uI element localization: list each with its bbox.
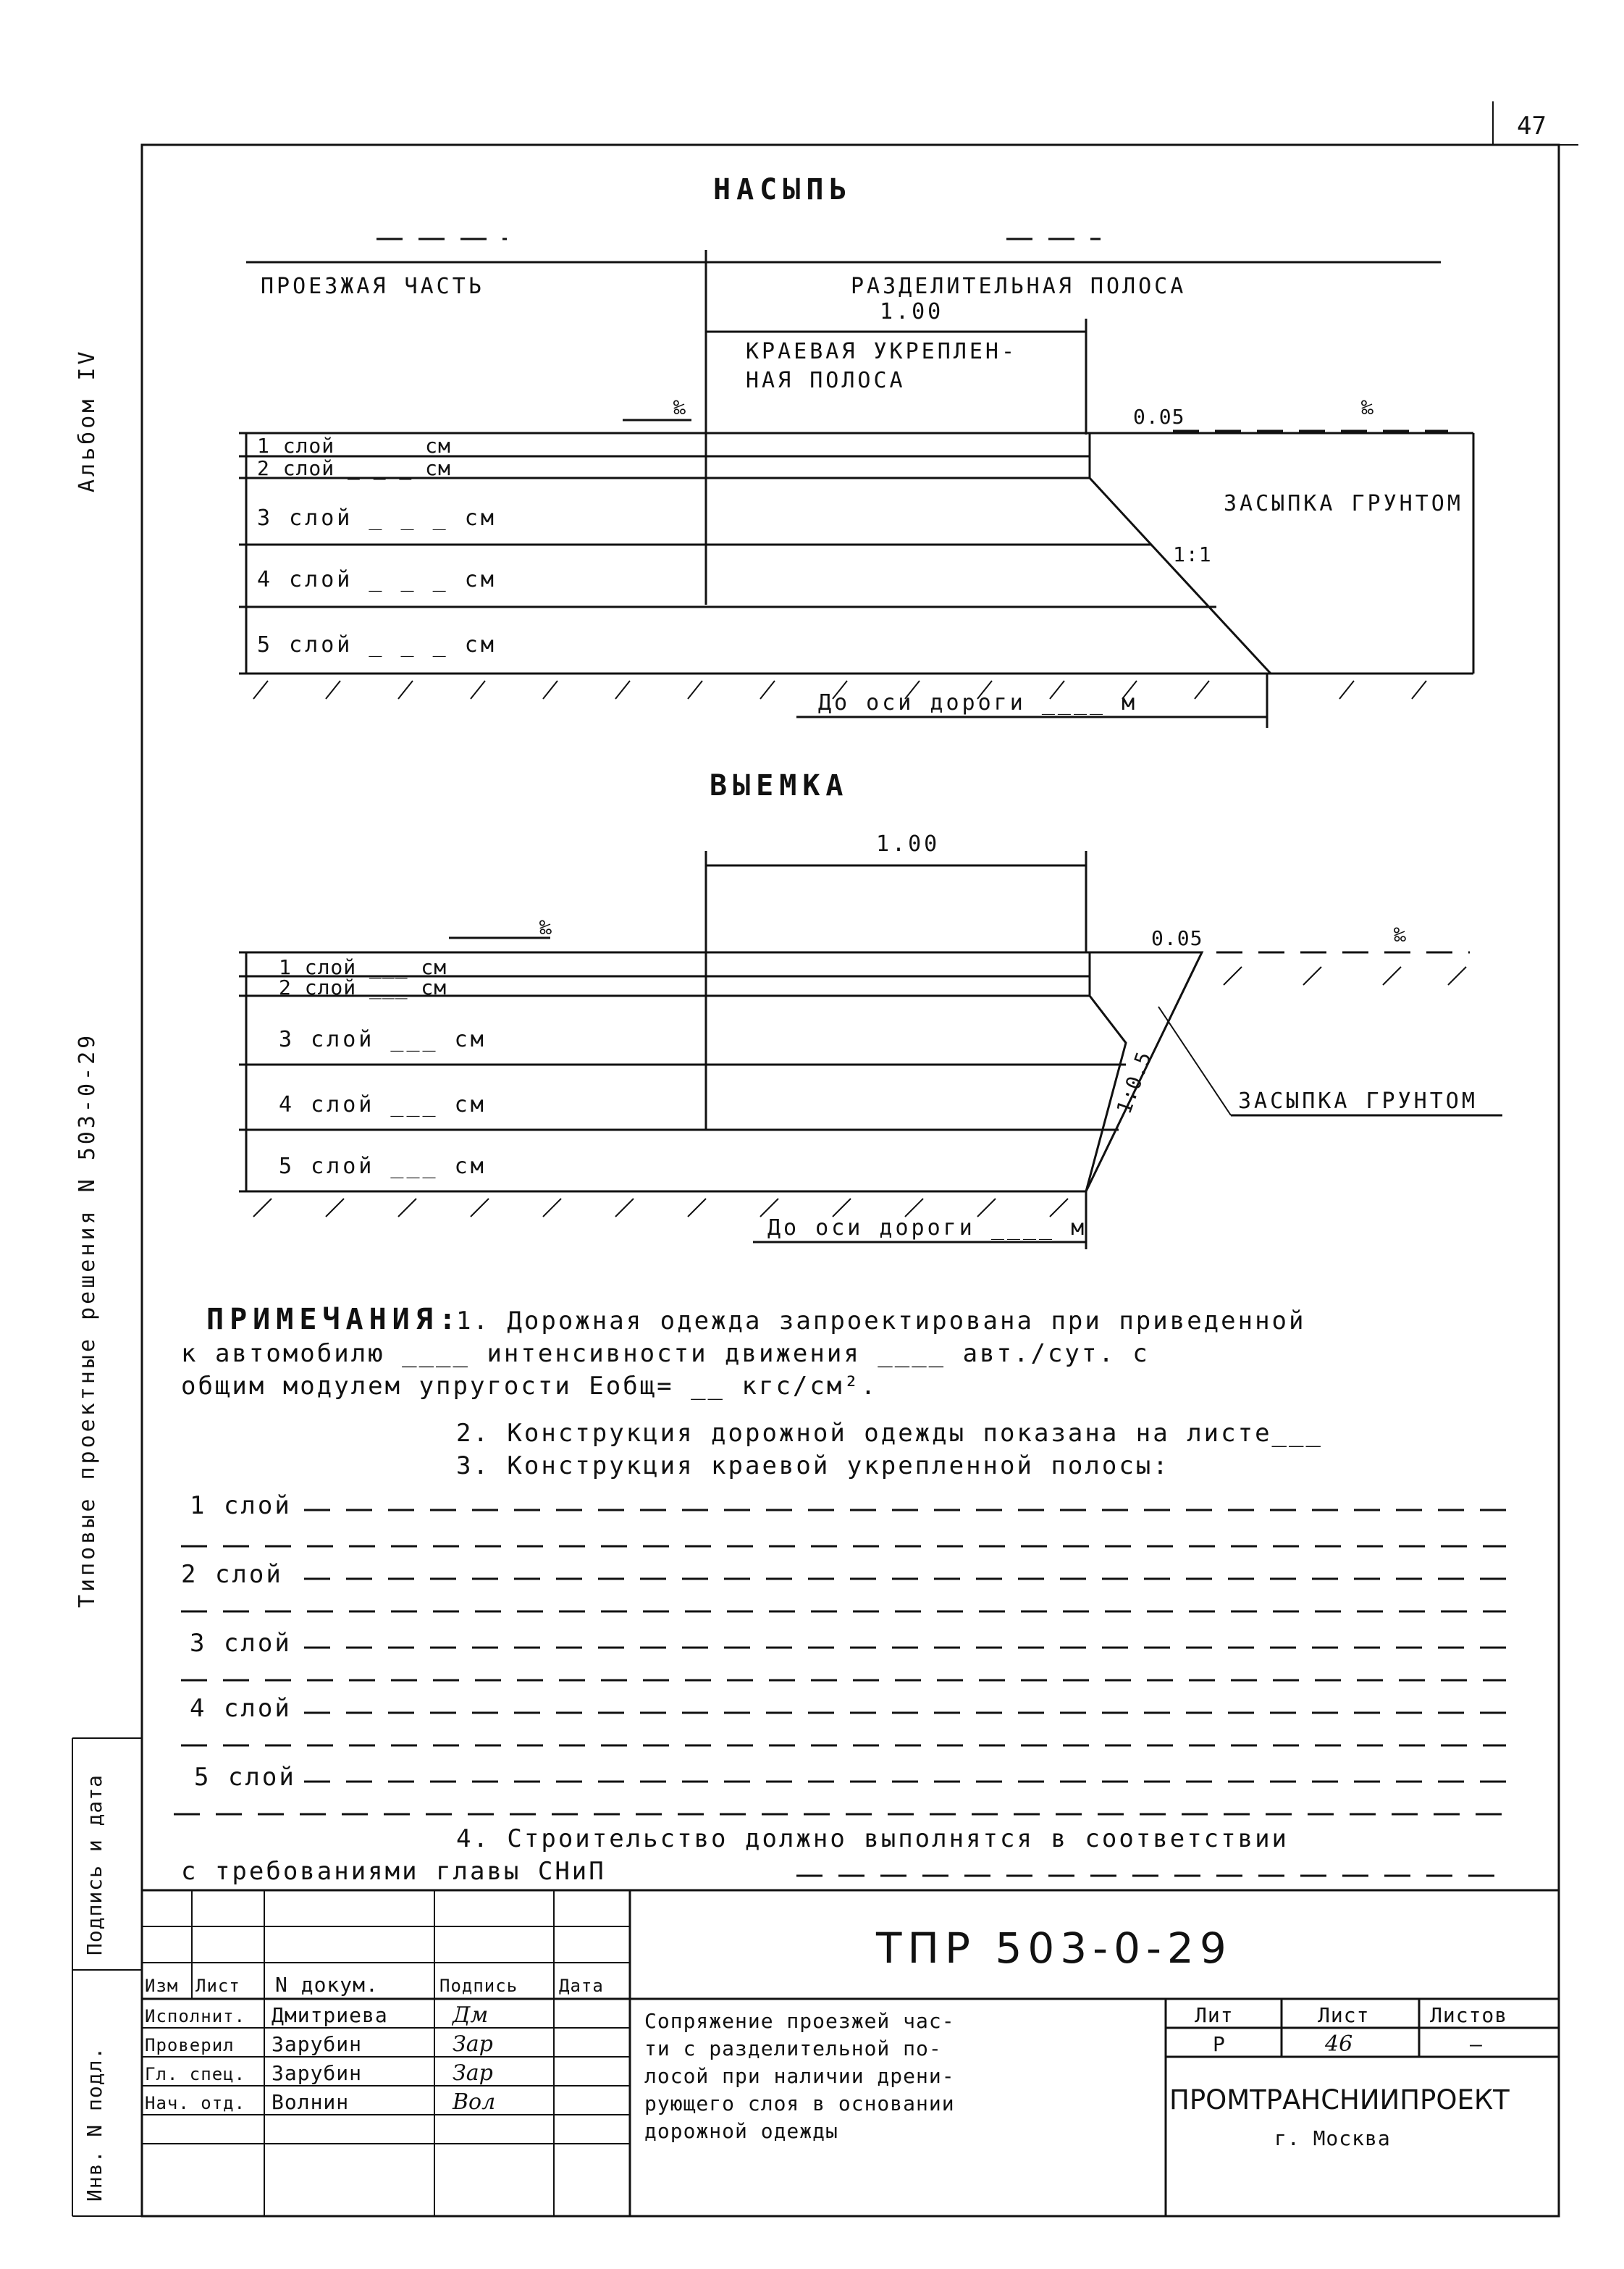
cut-slope-right: ‰ <box>1394 923 1407 947</box>
name-3: Зарубин <box>272 2061 363 2085</box>
cut-layer-5: 5 слой ___ см <box>279 1154 487 1179</box>
hdr-date: Дата <box>559 1976 604 1996</box>
sheet-value: 46 <box>1325 2031 1353 2057</box>
notes-heading: ПРИМЕЧАНИЯ: <box>206 1303 462 1336</box>
role-3: Гл. спец. <box>145 2064 246 2084</box>
note-1c: общим модулем упругости Еобщ= __ кгс/см². <box>181 1372 878 1401</box>
layer-3: 3 слой _ _ _ см <box>257 506 497 531</box>
embankment-section <box>239 173 1473 728</box>
cut-ratio: 1:0.5 <box>1111 1048 1157 1117</box>
org-city: г. Москва <box>1274 2126 1391 2150</box>
notes <box>174 1303 1506 1886</box>
slope-right: ‰ <box>1361 395 1374 419</box>
cut-dim: 1.00 <box>876 831 941 857</box>
layer-4: 4 слой _ _ _ см <box>257 567 497 592</box>
role-2: Проверил <box>145 2035 235 2055</box>
step-label: 0.05 <box>1133 405 1185 429</box>
sheet-label: Лист <box>1318 2003 1370 2027</box>
lit-value: Р <box>1213 2032 1226 2056</box>
corner-number: 47 <box>1517 112 1547 140</box>
layer-5: 5 слой _ _ _ см <box>257 632 497 658</box>
sheets-label: Листов <box>1430 2003 1508 2027</box>
desc-5: дорожной одежды <box>644 2119 838 2143</box>
cut-section <box>239 769 1502 1249</box>
desc-1: Сопряжение проезжей час- <box>644 2009 955 2033</box>
sign-2: Зар <box>453 2031 493 2057</box>
series-label: Типовые проектные решения N 503-0-29 <box>75 1032 100 1608</box>
role-1: Исполнит. <box>145 2006 246 2026</box>
note-1a: 1. Дорожная одежда запроектирована при приведенной <box>456 1307 1306 1335</box>
note-layer-1: 1 слой <box>190 1491 292 1520</box>
ratio-label: 1:1 <box>1173 542 1212 566</box>
slope-left: ‰ <box>673 395 686 419</box>
album-label: Альбом IV <box>75 348 100 492</box>
cut-backfill: ЗАСЫПКА ГРУНТОМ <box>1238 1089 1478 1114</box>
edge-strip-label: КРАЕВАЯ УКРЕПЛЕН- <box>746 339 1018 364</box>
note-2: 2. Конструкция дорожной одежды показана на листе___ <box>456 1419 1323 1448</box>
median-label: РАЗДЕЛИТЕЛЬНАЯ ПОЛОСА <box>851 274 1187 299</box>
sign-1: Дм <box>453 2002 489 2028</box>
corner-stamp <box>1493 101 1578 145</box>
name-1: Дмитриева <box>272 2003 388 2027</box>
note-layer-5: 5 слой <box>194 1763 296 1792</box>
layer-1: 1 слой _ _ _ см <box>257 434 451 458</box>
embankment-dim: 1.00 <box>880 299 944 324</box>
left-stamp-strip <box>72 1738 142 2216</box>
carriageway-label: ПРОЕЗЖАЯ ЧАСТЬ <box>261 274 484 299</box>
cut-step: 0.05 <box>1151 926 1203 950</box>
cut-slope-left: ‰ <box>539 915 552 939</box>
note-layer-2: 2 слой <box>181 1560 283 1589</box>
desc-4: рующего слоя в основании <box>644 2092 955 2115</box>
hdr-izm: Изм <box>145 1976 179 1996</box>
cut-layer-3: 3 слой ___ см <box>279 1027 487 1052</box>
doc-code: ТПР 503-0-29 <box>876 1924 1232 1973</box>
note-layer-4: 4 слой <box>190 1694 292 1723</box>
layer-2: 2 слой _ _ _ см <box>257 456 451 480</box>
inv-label: Инв. N подл. <box>83 2046 106 2202</box>
name-2: Зарубин <box>272 2032 363 2056</box>
cut-layer-2: 2 слой ___ см <box>279 976 447 999</box>
cut-axis: До оси дороги ____ м <box>767 1215 1087 1241</box>
note-4a: 4. Строительство должно выполнятся в соответствии <box>456 1824 1289 1853</box>
note-3: 3. Конструкция краевой укрепленной полосы: <box>456 1451 1170 1480</box>
sign-date-label: Подпись и дата <box>83 1774 106 1955</box>
hdr-doc: N докум. <box>275 1973 379 1997</box>
axis-label: До оси дороги ____ м <box>818 690 1138 716</box>
sign-3: Зар <box>453 2060 493 2086</box>
desc-2: ти с разделительной по- <box>644 2037 942 2060</box>
edge-strip-label2: НАЯ ПОЛОСА <box>746 368 906 393</box>
cut-layer-4: 4 слой ___ см <box>279 1092 487 1117</box>
sheets-value: — <box>1470 2032 1483 2056</box>
desc-3: лосой при наличии дрени- <box>644 2064 955 2088</box>
cut-layer-1: 1 слой ___ см <box>279 955 447 979</box>
embankment-title: НАСЫПЬ <box>713 173 853 206</box>
note-1b: к автомобилю ____ интенсивности движения ____ авт./сут. с <box>181 1339 1150 1368</box>
lit-label: Лит <box>1195 2003 1234 2027</box>
role-4: Нач. отд. <box>145 2093 246 2113</box>
name-4: Волнин <box>272 2090 350 2114</box>
title-block <box>142 1890 1559 2216</box>
sign-4: Вол <box>453 2089 496 2115</box>
backfill-label: ЗАСЫПКА ГРУНТОМ <box>1224 491 1463 516</box>
hdr-sign: Подпись <box>439 1976 518 1996</box>
note-layer-3: 3 слой <box>190 1629 292 1658</box>
org-name: ПРОМТРАНСНИИПРОЕКТ <box>1169 2084 1510 2115</box>
note-4b: с требованиями главы СНиП <box>181 1857 606 1886</box>
cut-title: ВЫЕМКА <box>710 769 849 802</box>
hdr-list: Лист <box>195 1976 240 1996</box>
